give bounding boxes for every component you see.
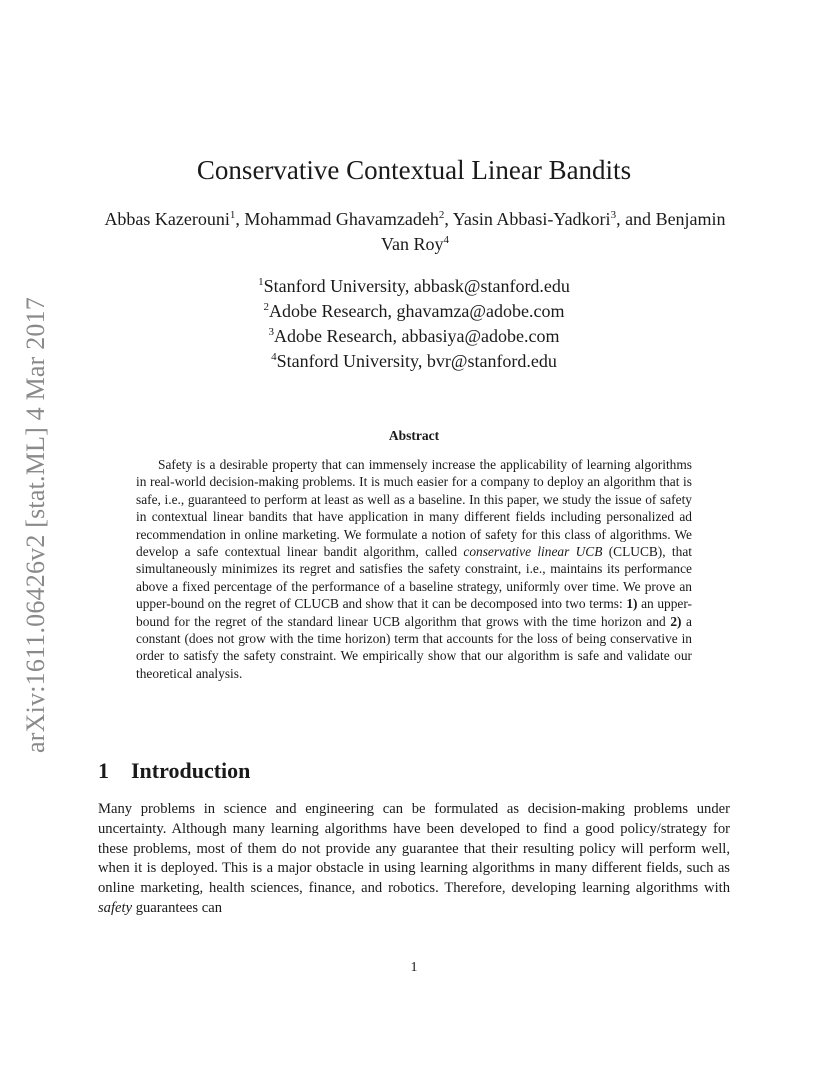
term-marker-2: 2) xyxy=(670,613,682,629)
affiliation-mark: 2 xyxy=(263,301,270,313)
affiliation-item xyxy=(0,349,828,374)
affiliation-item xyxy=(0,299,828,324)
author-name: Benjamin Van Roy xyxy=(381,209,726,254)
section-number: 1 xyxy=(98,758,109,783)
introduction-paragraph: Many problems in science and engineering can be formulated as decision-making problems under uncertainty. Although many learning algorithms have been developed to find a good policy/strategy for these problems, most of them do not provide any guarantee that their resulting policy will perform well, when it is deployed. This is a major obstacle in using learning algorithms in many different fields, such as online marketing, health sciences, finance, and robotics. Therefore, developing learning algorithms with safety guarantees can xyxy=(98,801,730,916)
affiliation-list xyxy=(0,274,828,374)
page-number: 1 xyxy=(410,960,418,975)
abstract-text: Safety is a desirable property that can immensely increase the applicability of learning algorithms in real-world decision-making problems. It is much easier for a company to deploy an algorithm that is safe, i.e., guaranteed to perform at least as well as a baseline. In this paper, we study the issue of safety in contextual linear bandits that have application in many different fields including personalized ad recommendation in online marketing. We formulate a notion of safety for this class of algorithms. We develop a safe contextual linear bandit algorithm, called conservative linear UCB (CLUCB), that simultaneously minimizes its regret and satisfies the safety constraint, i.e., maintains its performance above a fixed percentage of the performance of a baseline strategy, uniformly over time. We prove an upper-bound on the regret of CLUCB and show that it can be decomposed into two terms: 1) an upper-bound for the regret of the standard linear UCB algorithm that grows with the time horizon and 2) a constant (does not grow with the time horizon) term that accounts for the loss of being conservative in order to satisfy the safety constraint. We empirically show that our algorithm is safe and validate our theoretical analysis. xyxy=(136,457,693,681)
affiliation-item xyxy=(0,324,828,349)
affiliation-item xyxy=(0,274,828,299)
author-name: Yasin Abbasi-Yadkori xyxy=(452,209,611,229)
author-name: Abbas Kazerouni xyxy=(104,209,230,229)
emphasis-safety: safety xyxy=(98,899,133,916)
affiliation-mark: 3 xyxy=(268,326,275,338)
author-list: Abbas Kazerouni$^1$, Mohammad Ghavamzadeh$^2$, Yasin Abbasi-Yadkori$^3$, and Benjamin Van Roy$^4$ xyxy=(104,209,726,254)
affiliation-mark: 4 xyxy=(271,351,277,363)
abstract-heading: Abstract xyxy=(388,428,440,443)
affiliation-text: Adobe Research, ghavamza@adobe.com xyxy=(269,301,565,321)
author-affiliation-mark: 4 xyxy=(443,234,449,246)
affiliation-mark: 1 xyxy=(258,276,264,288)
author-affiliation-mark: 1 xyxy=(229,209,236,221)
affiliation-text: Stanford University, abbask@stanford.edu xyxy=(263,276,570,296)
emphasis-algorithm-name: conservative linear UCB xyxy=(463,544,603,560)
affiliation-text: Adobe Research, abbasiya@adobe.com xyxy=(274,326,560,346)
arxiv-identifier: arXiv:1611.06426v2 [stat.ML] 4 Mar 2017 xyxy=(21,297,50,753)
paper-title: Conservative Contextual Linear Bandits xyxy=(196,155,632,185)
section-heading-introduction xyxy=(98,758,250,784)
author-affiliation-mark: 2 xyxy=(438,209,445,221)
author-name: Mohammad Ghavamzadeh xyxy=(244,209,439,229)
term-marker-1: 1) xyxy=(626,596,638,612)
author-affiliation-mark: 3 xyxy=(610,209,617,221)
affiliation-text: Stanford University, bvr@stanford.edu xyxy=(276,351,557,371)
section-title: Introduction xyxy=(131,758,251,783)
